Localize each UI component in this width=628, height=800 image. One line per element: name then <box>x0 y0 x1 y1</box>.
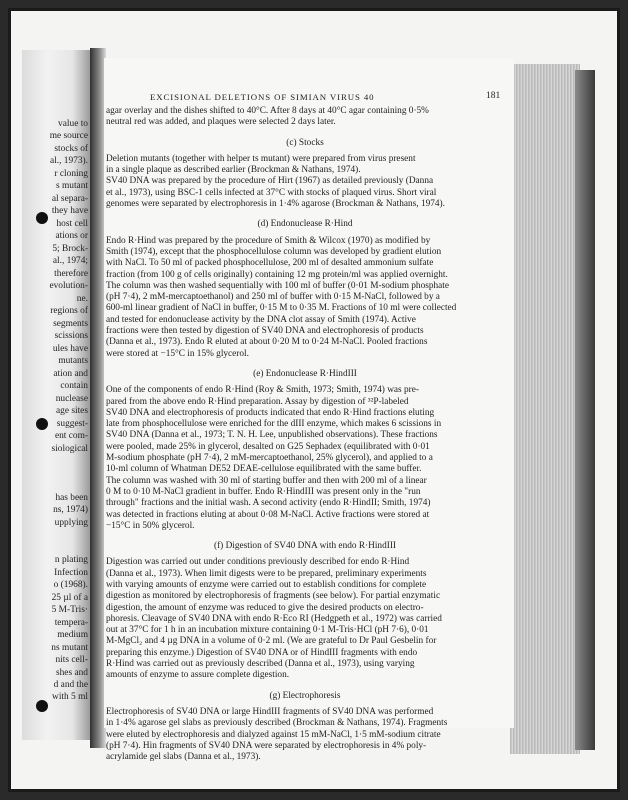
text-line: acrylamide gel slabs (Danna et al., 1973). <box>106 752 261 763</box>
text-line: in a single plaque as described earlier (Brockman & Nathans, 1974). <box>106 165 361 176</box>
left-page-line: suggest- <box>56 419 88 429</box>
text-line: were eluted by electrophoresis and dialyzed against 15 mM-NaCl, 1·5 mM-sodium citrate <box>106 729 441 740</box>
text-line: 0 M to 0·10 M-NaCl gradient in buffer. Endo R·HindIII was present only in the "run <box>106 486 421 497</box>
left-page-line: contain <box>60 381 88 391</box>
left-page-line: d and the <box>53 680 88 690</box>
text-line: neutral red was added, and plaques were selected 2 days later. <box>106 117 336 128</box>
text-line: The column was washed with 30 ml of starting buffer and then with 200 ml of a linear <box>106 475 427 486</box>
text-line: out at 37°C for 1 h in an incubation mixture containing 0·1 M-Tris·HCl (pH 7·6), 0·01 <box>106 625 429 636</box>
intro-paragraph <box>106 106 504 129</box>
section-heading: (f) Digestion of SV40 DNA with endo R·HindIII <box>213 541 397 552</box>
text-line: et al., 1973), using BSC-1 cells infected at 37°C with stocks of plaqued virus. Short viral <box>106 187 437 198</box>
left-page-line: has been <box>55 493 88 503</box>
text-line: with varying amounts of enzyme were carried out to establish conditions for complete <box>106 579 427 590</box>
left-page-line: 5; Brock- <box>52 244 88 254</box>
text-line: digestion, the amount of enzyme was reduced to give the desired products on electro- <box>106 602 424 613</box>
text-line: fraction (from 100 g of cells originally) containing 12 mg protein/ml was applied overnight. <box>106 269 448 280</box>
text-line: fractions were then tested by digestion of SV40 DNA and electrophoresis of products <box>106 326 424 337</box>
text-line: Electrophoresis of SV40 DNA or large HindIII fragments of SV40 DNA was performed <box>106 706 434 717</box>
text-line: 10-ml column of Whatman DE52 DEAE-cellulose equilibrated with the same buffer. <box>106 464 422 475</box>
left-page-line: me source <box>49 131 88 141</box>
binder-hole-bottom <box>36 700 48 712</box>
left-page-line: host cell <box>56 219 88 229</box>
left-page-line: nits cell- <box>55 655 88 665</box>
section-body <box>106 385 504 532</box>
page-stack <box>510 64 580 754</box>
left-page-line: ne. <box>76 294 88 304</box>
text-line: through" fractions and the initial wash. A second activity (endo R·HindII; Smith, 1974) <box>106 498 431 509</box>
binder-hole-middle <box>36 418 48 430</box>
left-page-line: al., 1973). <box>49 156 88 166</box>
left-page-strip <box>22 50 94 740</box>
text-line: in 1·4% agarose gel slabs as previously described (Brockman & Nathans, 1974). Fragments <box>106 718 448 729</box>
text-line: SV40 DNA (Danna et al., 1973; T. N. H. Lee, unpublished observations). These fractions <box>106 430 438 441</box>
text-line: amounts of enzyme to assure complete digestion. <box>106 670 290 681</box>
text-line: (pH 7·4), 2 mM-mercaptoethanol) and 250 ml of buffer with 0·15 M-NaCl, followed by a <box>106 292 440 303</box>
page-number: 181 <box>486 91 501 101</box>
text-line: pared from the above endo R·Hind preparation. Assay by digestion of ³²P-labeled <box>106 396 409 407</box>
left-page-line: ation and <box>53 369 88 379</box>
section-heading: (g) Electrophoresis <box>269 690 341 701</box>
text-line: late from phosphocellulose were enriched for the dIII enzyme, which makes 6 scissions in <box>106 419 442 430</box>
section-heading: (d) Endonuclease R·Hind <box>257 219 353 230</box>
left-page-line: they have <box>51 206 88 216</box>
left-page-line: upplying <box>54 518 88 528</box>
text-line: R·Hind was carried out as previously described (Danna et al., 1973), using varying <box>106 659 415 670</box>
text-line: −15°C in 50% glycerol. <box>106 520 195 531</box>
text-line: (Danna et al., 1973). Endo R eluted at about 0·20 M to 0·24 M-NaCl. Pooled fractions <box>106 337 428 348</box>
text-line: M-sodium phosphate (pH 7·4), 2 mM-mercaptoethanol, 25% glycerol), and applied to a <box>106 453 433 464</box>
article-body <box>106 106 504 763</box>
text-line: digestion as monitored by electrophoresis of fragments (see below). For partial enzymatic <box>106 591 441 602</box>
left-page-line: value to <box>58 119 88 129</box>
running-head: EXCISIONAL DELETIONS OF SIMIAN VIRUS 40 <box>150 92 375 102</box>
section-body <box>106 557 504 681</box>
left-page-line: tempera- <box>54 618 88 628</box>
text-line: Digestion was carried out under conditions previously described for endo R·Hind <box>106 557 410 568</box>
left-page-line: regions of <box>50 306 88 316</box>
left-page-line: ns, 1974) <box>53 505 88 515</box>
left-page-line: 5 M-Tris· <box>51 605 88 615</box>
text-line: Endo R·Hind was prepared by the procedure of Smith & Wilcox (1970) as modified by <box>106 235 431 246</box>
text-line: agar overlay and the dishes shifted to 40°C. After 8 days at 40°C agar containing 0·5% <box>106 106 429 116</box>
left-page-line: ations or <box>55 231 88 241</box>
left-page-line: ules have <box>52 344 88 354</box>
text-line: One of the components of endo R·Hind (Roy & Smith, 1973; Smith, 1974) was pre- <box>106 385 419 396</box>
text-line: Smith (1974), except that the phosphocellulose column was developed by gradient elution <box>106 246 442 257</box>
left-page-line: ns mutant <box>51 643 88 653</box>
text-line: SV40 DNA was prepared by the procedure of Hirt (1967) as detailed previously (Danna <box>106 176 434 187</box>
section-heading: (c) Stocks <box>286 137 324 148</box>
left-page-line: mutants <box>58 356 88 366</box>
text-line: phoresis. Cleavage of SV40 DNA with endo R·Eco RI (Hedgpeth et al., 1972) was carried <box>106 613 442 624</box>
left-page-line: n plating <box>54 555 88 565</box>
left-page-line: 25 µl of a <box>51 593 88 603</box>
text-line: SV40 DNA and electrophoresis of products indicated that endo R·Hind fractions eluting <box>106 407 435 418</box>
left-page-line: scissions <box>54 331 88 341</box>
left-page-line: ent com- <box>54 431 88 441</box>
left-page-line: siological <box>51 444 88 454</box>
text-line: were stored at −15°C in 15% glycerol. <box>106 348 249 359</box>
text-line: Deletion mutants (together with helper ts mutant) were prepared from virus present <box>106 153 416 164</box>
text-line: (pH 7·4). Hin fragments of SV40 DNA were separated by electrophoresis in 4% poly- <box>106 740 427 751</box>
text-line: 600-ml linear gradient of NaCl in buffer, 0·15 M to 0·35 M. Fractions of 10 ml were collected <box>106 303 457 314</box>
binder-hole-top <box>36 212 48 224</box>
left-page-line: medium <box>57 630 88 640</box>
text-line: and tested for endonuclease activity by the DNA clot assay of Smith (1974). Active <box>106 314 416 325</box>
left-page-line: s mutant <box>55 181 88 191</box>
text-line: (Danna et al., 1973). When limit digests were to be prepared, preliminary experiments <box>106 568 427 579</box>
text-line: genomes were separated by electrophoresis in 1·4% agarose (Brockman & Nathans, 1974). <box>106 199 445 210</box>
left-page-line: al., 1974; <box>52 256 88 266</box>
left-page-line: o (1968). <box>53 580 88 590</box>
section-body <box>106 154 504 210</box>
section-body <box>106 236 504 360</box>
page-stack-shadow <box>575 70 595 750</box>
left-page-line: stocks of <box>54 144 88 154</box>
text-line: were pooled, made 25% in glycerol, desalted on G25 Sephadex (equilibrated with 0·01 <box>106 441 430 452</box>
left-page-line: shes and <box>55 668 88 678</box>
left-page-line: al separa- <box>51 194 88 204</box>
left-page-line: age sites <box>55 406 88 416</box>
section-heading: (e) Endonuclease R·HindIII <box>253 368 357 379</box>
left-page-line: nuclease <box>55 394 88 404</box>
left-page-line: segments <box>53 319 88 329</box>
left-page-line: therefore <box>54 269 88 279</box>
text-line: The column was then washed sequentially with 100 ml of buffer (0·01 M-sodium phosphate <box>106 280 449 291</box>
left-page-line: with 5 ml <box>52 692 88 702</box>
left-page-line: r cloning <box>54 169 88 179</box>
text-line: with NaCl. To 50 ml of packed phosphocellulose, 200 ml of desalted ammonium sulfate <box>106 258 434 269</box>
left-page-line: Infection <box>54 568 88 578</box>
text-line: preparing this enzyme.) Digestion of SV40 DNA or of HindIII fragments with endo <box>106 647 418 658</box>
section-body <box>106 707 504 763</box>
left-page-line: evolution- <box>49 281 88 291</box>
text-line: M-MgCl₂ and 4 µg DNA in a volume of 0·2 ml. (We are grateful to Dr Paul Gesbelin for <box>106 636 437 647</box>
text-line: was detected in fractions eluting at about 0·08 M-NaCl. Active fractions were stored at <box>106 509 430 520</box>
